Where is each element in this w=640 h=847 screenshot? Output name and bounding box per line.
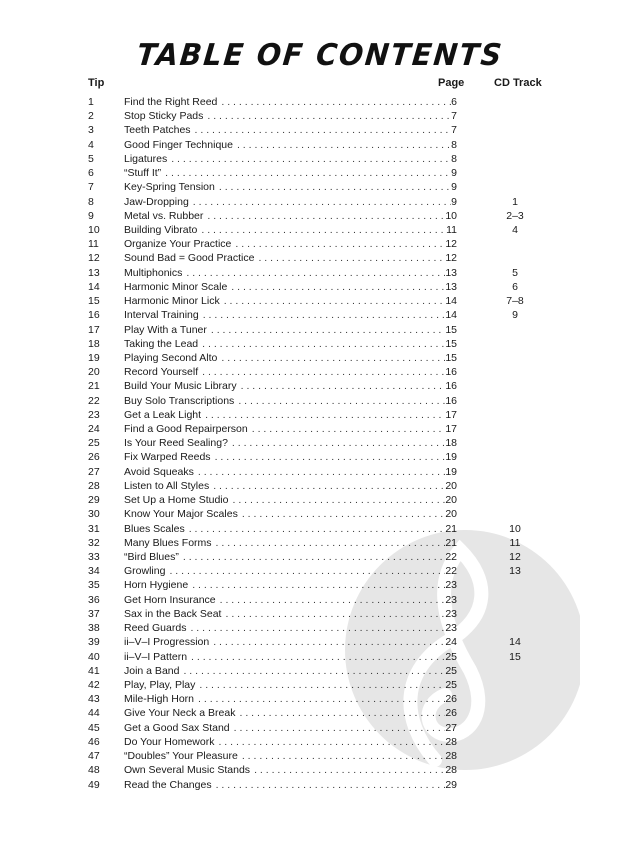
- toc-entry: [88, 692, 568, 706]
- dot-leader: [193, 195, 451, 209]
- toc-entry: [88, 379, 568, 393]
- tip-number: 3: [88, 124, 94, 137]
- cd-track: 11: [509, 536, 521, 549]
- entry-title: Get a Good Sax Stand: [124, 721, 230, 734]
- toc-entry: [88, 749, 568, 763]
- page-number: 11: [446, 223, 457, 236]
- dot-leader: [215, 450, 446, 464]
- toc-entry: [88, 678, 568, 692]
- page-number: 8: [451, 138, 457, 151]
- dot-leader: [252, 422, 446, 436]
- cd-track: 13: [509, 565, 521, 578]
- tip-number: 22: [88, 394, 100, 407]
- toc-entry: [88, 394, 568, 408]
- entry-title: Playing Second Alto: [124, 351, 218, 364]
- toc-entry: [88, 251, 568, 265]
- toc-entry: [88, 536, 568, 550]
- page-number: 8: [451, 152, 457, 165]
- tip-number: 45: [88, 721, 100, 734]
- tip-number: 19: [88, 351, 100, 364]
- toc-entry: [88, 337, 568, 351]
- entry-title: Blues Scales: [124, 522, 185, 535]
- tip-number: 42: [88, 678, 100, 691]
- page-number: 17: [445, 423, 457, 436]
- page-number: 28: [445, 750, 457, 763]
- page-number: 24: [445, 636, 457, 649]
- entry-title: Play, Play, Play: [124, 678, 196, 691]
- dot-leader: [241, 379, 446, 393]
- tip-number: 5: [88, 152, 94, 165]
- dot-leader: [216, 536, 446, 550]
- entry-title: Building Vibrato: [124, 223, 198, 236]
- dot-leader: [258, 251, 445, 265]
- entry-title: Growling: [124, 565, 166, 578]
- dot-leader: [242, 749, 445, 763]
- toc-entry: [88, 138, 568, 152]
- page-number: 25: [445, 678, 457, 691]
- dot-leader: [213, 635, 445, 649]
- toc-entry: [88, 152, 568, 166]
- entry-title: Is Your Reed Sealing?: [124, 437, 228, 450]
- entry-title: Metal vs. Rubber: [124, 209, 204, 222]
- dot-leader: [183, 550, 445, 564]
- entry-title: Teeth Patches: [124, 124, 191, 137]
- entry-title: Give Your Neck a Break: [124, 707, 236, 720]
- dot-leader: [219, 180, 451, 194]
- page-number: 21: [445, 522, 457, 535]
- page-number: 26: [445, 707, 457, 720]
- entry-title: Sax in the Back Seat: [124, 607, 222, 620]
- toc-entry: [88, 465, 568, 479]
- tip-number: 39: [88, 636, 100, 649]
- toc-entry: [88, 706, 568, 720]
- tip-number: 8: [88, 195, 94, 208]
- toc-entry: [88, 479, 568, 493]
- page-number: 23: [445, 593, 457, 606]
- page-number: 26: [445, 693, 457, 706]
- toc-entry: [88, 450, 568, 464]
- tip-number: 11: [88, 238, 99, 251]
- entry-title: Find the Right Reed: [124, 96, 218, 108]
- tip-number: 29: [88, 494, 100, 507]
- tip-number: 49: [88, 778, 100, 791]
- toc-entry: [88, 166, 568, 180]
- entry-title: Ligatures: [124, 152, 168, 165]
- tip-number: 24: [88, 423, 100, 436]
- toc-entry: [88, 95, 568, 109]
- toc-entry: [88, 195, 568, 209]
- toc-entry: [88, 308, 568, 322]
- tip-number: 47: [88, 750, 100, 763]
- toc-entry: [88, 778, 568, 792]
- page-number: 27: [445, 721, 457, 734]
- toc-entry: [88, 763, 568, 777]
- toc-entry: [88, 635, 568, 649]
- page-number: 28: [445, 764, 457, 777]
- cd-track: 5: [512, 266, 518, 279]
- page-number: 12: [445, 252, 457, 265]
- entry-title: Stop Sticky Pads: [124, 110, 204, 123]
- tip-number: 40: [88, 650, 100, 663]
- toc-entry: [88, 593, 568, 607]
- header-tip: Tip: [88, 77, 105, 89]
- tip-number: 10: [88, 223, 100, 236]
- entry-title: Play With a Tuner: [124, 323, 207, 336]
- tip-number: 20: [88, 366, 100, 379]
- page-number: 15: [445, 337, 457, 350]
- page-number: 19: [445, 465, 457, 478]
- tip-number: 34: [88, 565, 100, 578]
- page-number: 14: [445, 295, 457, 308]
- tip-number: 4: [88, 138, 94, 151]
- tip-number: 15: [88, 295, 100, 308]
- entry-title: Fix Warped Reeds: [124, 451, 211, 464]
- toc-entry: [88, 721, 568, 735]
- tip-number: 37: [88, 607, 100, 620]
- entry-title: Do Your Homework: [124, 735, 215, 748]
- entry-title: Good Finger Technique: [124, 138, 233, 151]
- entry-title: “Doubles” Your Pleasure: [124, 750, 238, 763]
- cd-track: 2–3: [506, 209, 524, 222]
- dot-leader: [198, 692, 445, 706]
- entry-title: Taking the Lead: [124, 337, 199, 350]
- tip-number: 12: [88, 252, 100, 265]
- page-number: 15: [445, 323, 457, 336]
- entry-title: Find a Good Repairperson: [124, 423, 248, 436]
- tip-number: 46: [88, 735, 100, 748]
- dot-leader: [202, 337, 445, 351]
- toc-entry: [88, 621, 568, 635]
- page-number: 16: [445, 394, 457, 407]
- dot-leader: [192, 578, 445, 592]
- page-title: TABLE OF CONTENTS: [135, 38, 505, 73]
- tip-number: 25: [88, 437, 100, 450]
- tip-number: 26: [88, 451, 100, 464]
- page-number: 23: [445, 607, 457, 620]
- page-number: 28: [445, 735, 457, 748]
- toc-entry: [88, 294, 568, 308]
- cd-track: 10: [509, 522, 521, 535]
- entry-title: Interval Training: [124, 309, 199, 322]
- entry-title: Many Blues Forms: [124, 536, 212, 549]
- dot-leader: [205, 408, 445, 422]
- page-number: 25: [445, 664, 457, 677]
- entry-title: Reed Guards: [124, 622, 187, 635]
- dot-leader: [191, 650, 445, 664]
- dot-leader: [201, 223, 446, 237]
- dot-leader: [211, 323, 445, 337]
- cd-track: 1: [512, 195, 518, 208]
- dot-leader: [198, 465, 445, 479]
- page-number: 20: [445, 479, 457, 492]
- dot-leader: [195, 123, 452, 137]
- dot-leader: [221, 351, 445, 365]
- tip-number: 36: [88, 593, 100, 606]
- tip-number: 7: [88, 181, 94, 194]
- cd-track: 4: [512, 223, 518, 236]
- tip-number: 48: [88, 764, 100, 777]
- page-number: 9: [451, 195, 457, 208]
- page-number: 16: [445, 380, 457, 393]
- dot-leader: [231, 280, 445, 294]
- entry-title: Key-Spring Tension: [124, 181, 215, 194]
- toc-entry: [88, 237, 568, 251]
- cd-track: 15: [509, 650, 521, 663]
- header-cd-track: CD Track: [494, 77, 542, 89]
- page-number: 9: [451, 181, 457, 194]
- dot-leader: [207, 109, 451, 123]
- page-number: 19: [445, 451, 457, 464]
- dot-leader: [189, 522, 446, 536]
- dot-leader: [232, 436, 445, 450]
- tip-number: 9: [88, 209, 94, 222]
- page-number: 14: [445, 309, 457, 322]
- dot-leader: [169, 564, 445, 578]
- page-number: 7: [451, 110, 457, 123]
- page-number: 29: [445, 778, 457, 791]
- tip-number: 33: [88, 551, 100, 563]
- toc-entry: [88, 735, 568, 749]
- entry-title: Sound Bad = Good Practice: [124, 252, 255, 265]
- dot-leader: [254, 763, 445, 777]
- tip-number: 28: [88, 479, 100, 492]
- entry-title: Know Your Major Scales: [124, 508, 238, 521]
- tip-number: 6: [88, 167, 94, 180]
- page-number: 7: [451, 124, 457, 137]
- entry-title: Jaw-Dropping: [124, 195, 189, 208]
- dot-leader: [234, 721, 446, 735]
- cd-track: 7–8: [506, 295, 524, 308]
- dot-leader: [183, 664, 445, 678]
- page-number: 22: [445, 551, 457, 563]
- page-number: 10: [445, 209, 457, 222]
- toc-entry: [88, 365, 568, 379]
- tip-number: 31: [88, 522, 100, 535]
- toc-entry: [88, 123, 568, 137]
- page-number: 16: [445, 366, 457, 379]
- toc-entry: [88, 180, 568, 194]
- tip-number: 17: [88, 323, 100, 336]
- toc-entry: [88, 650, 568, 664]
- page-number: 25: [445, 650, 457, 663]
- toc-entry: [88, 436, 568, 450]
- page-number: 18: [445, 437, 457, 450]
- toc-entry: [88, 266, 568, 280]
- entry-title: Multiphonics: [124, 266, 183, 279]
- dot-leader: [186, 266, 445, 280]
- tip-number: 44: [88, 707, 100, 720]
- toc-entry: [88, 223, 568, 237]
- dot-leader: [213, 479, 445, 493]
- tip-number: 2: [88, 110, 94, 123]
- toc-entry: [88, 351, 568, 365]
- dot-leader: [235, 237, 445, 251]
- dot-leader: [190, 621, 445, 635]
- dot-leader: [165, 166, 451, 180]
- dot-leader: [224, 294, 446, 308]
- entry-title: Join a Band: [124, 664, 180, 677]
- cd-track: 12: [509, 551, 521, 563]
- dot-leader: [242, 507, 445, 521]
- tip-number: 43: [88, 693, 100, 706]
- toc-entry: [88, 507, 568, 521]
- toc-entry: [88, 607, 568, 621]
- entry-title: “Stuff It”: [124, 167, 162, 180]
- entry-title: Record Yourself: [124, 366, 199, 379]
- page-number: 20: [445, 494, 457, 507]
- toc-entry: [88, 578, 568, 592]
- cd-track: 9: [512, 309, 518, 322]
- dot-leader: [221, 95, 451, 109]
- tip-number: 21: [88, 380, 100, 393]
- tip-number: 41: [88, 664, 100, 677]
- dot-leader: [239, 706, 445, 720]
- page-number: 21: [445, 536, 457, 549]
- dot-leader: [232, 493, 445, 507]
- entry-title: Read the Changes: [124, 778, 212, 791]
- dot-leader: [225, 607, 445, 621]
- entry-title: Listen to All Styles: [124, 479, 210, 492]
- tip-number: 30: [88, 508, 100, 521]
- dot-leader: [238, 394, 445, 408]
- entry-title: Avoid Squeaks: [124, 465, 194, 478]
- toc-entry: [88, 109, 568, 123]
- toc-entry: [88, 408, 568, 422]
- page-number: 23: [445, 622, 457, 635]
- page-number: 9: [451, 167, 457, 180]
- cd-track: 6: [512, 280, 518, 293]
- tip-number: 27: [88, 465, 100, 478]
- tip-number: 35: [88, 579, 100, 592]
- tip-number: 23: [88, 408, 100, 421]
- page-number: 15: [445, 351, 457, 364]
- entry-title: Harmonic Minor Lick: [124, 295, 220, 308]
- dot-leader: [218, 735, 445, 749]
- dot-leader: [216, 778, 446, 792]
- entry-title: Horn Hygiene: [124, 579, 189, 592]
- toc-entry: [88, 564, 568, 578]
- page-number: 13: [445, 280, 457, 293]
- tip-number: 18: [88, 337, 100, 350]
- page-number: 17: [445, 408, 457, 421]
- tip-number: 16: [88, 309, 100, 322]
- tip-number: 13: [88, 266, 100, 279]
- toc-entry: [88, 493, 568, 507]
- toc-entry: [88, 280, 568, 294]
- contents-list: [88, 95, 568, 792]
- entry-title: Own Several Music Stands: [124, 764, 251, 777]
- entry-title: Build Your Music Library: [124, 380, 237, 393]
- cd-track: 14: [509, 636, 521, 649]
- entry-title: Buy Solo Transcriptions: [124, 394, 235, 407]
- header-page: Page: [438, 77, 465, 89]
- entry-title: ii–V–I Progression: [124, 636, 210, 649]
- tip-number: 14: [88, 280, 100, 293]
- page-number: 12: [445, 238, 457, 251]
- dot-leader: [237, 138, 451, 152]
- page-number: 20: [445, 508, 457, 521]
- page-number: 13: [445, 266, 457, 279]
- toc-entry: [88, 209, 568, 223]
- toc-entry: [88, 550, 568, 564]
- toc-entry: [88, 522, 568, 536]
- dot-leader: [199, 678, 445, 692]
- entry-title: Organize Your Practice: [124, 238, 232, 251]
- page-number: 23: [445, 579, 457, 592]
- entry-title: Mile-High Horn: [124, 693, 195, 706]
- page-number: 22: [445, 565, 457, 578]
- dot-leader: [220, 593, 446, 607]
- tip-number: 1: [88, 96, 94, 108]
- dot-leader: [171, 152, 451, 166]
- entry-title: ii–V–I Pattern: [124, 650, 188, 663]
- entry-title: Set Up a Home Studio: [124, 494, 229, 507]
- dot-leader: [203, 308, 446, 322]
- dot-leader: [202, 365, 445, 379]
- toc-entry: [88, 323, 568, 337]
- dot-leader: [207, 209, 445, 223]
- entry-title: Get Horn Insurance: [124, 593, 216, 606]
- entry-title: “Bird Blues”: [124, 551, 179, 563]
- toc-entry: [88, 422, 568, 436]
- page-number: 6: [451, 96, 457, 108]
- entry-title: Get a Leak Light: [124, 408, 202, 421]
- entry-title: Harmonic Minor Scale: [124, 280, 228, 293]
- toc-entry: [88, 664, 568, 678]
- tip-number: 38: [88, 622, 100, 635]
- tip-number: 32: [88, 536, 100, 549]
